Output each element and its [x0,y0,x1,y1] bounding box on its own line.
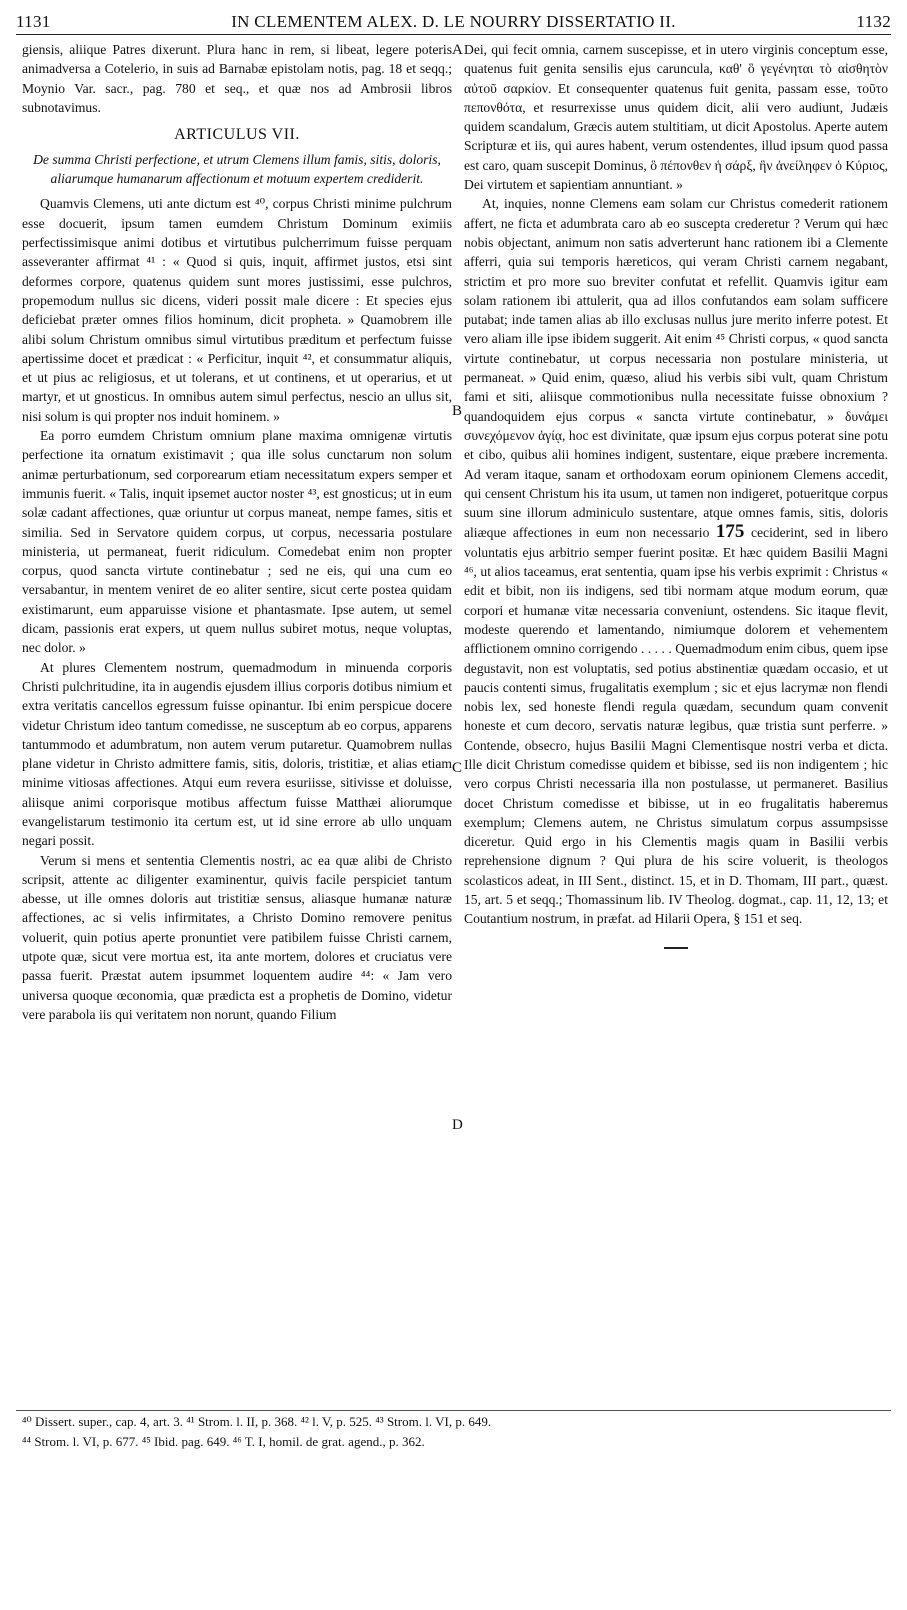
section-marker-d: D [452,1117,463,1133]
right-column [464,40,888,949]
paragraph: Dei, qui fecit omnia, carnem suscepisse, et in utero virginis conceptum esse, quatenus fuit genita sensilis ejus caruncula, καθ' ὃ γεγένηται τὸ αἰσθητὸν αὐτοῦ σαρκίον. Et consequenter quatenus fuit genita, passam esse, τοῦτο πεπονθότα, et resurrexisse unus quidem dicit, alii vero audiunt, Judæis quidem scandalum, Græcis autem stultitiam, ut dicit Apostolus. Aperte autem Scripturæ et iis, qui aures habent, verum ostendentes, illud ipsum quod passa est caro, quam suscepit Dominus, ὃ πέπονθεν ἡ σάρξ, ἣν ἀνείληφεν ὁ Κύριος, Dei virtutem et sapientiam annuntiant. » [464,42,888,193]
section-marker-b: B [452,403,463,419]
end-rule [664,947,688,949]
paragraph: Quamvis Clemens, uti ante dictum est ⁴⁰, corpus Christi minime pulchrum esse docuerit, ipsum tamen eumdem Christum Dominum eximiis perfectissimisque animi dotibus et virtutibus pulcherrimum fuisse perquam asseveranter affirmat ⁴¹ : « Quod si quis, inquit, affirmet justos, etsi sint deformes corpore, quatenus quidem sunt mores justissimi, esse pulchros, propemodum nullus sic dicens, videri possit male dicere : Et species ejus deficiebat præter omnes filios hominum, dicit propheta. » Quamobrem ille alibi solum Christum omnibus simul virtutibus præditum et perfectum fuisse apertissime docet et prædicat : « Perficitur, inquit ⁴², et consummatur aliquis, et ut pius ac religiosus, et ut tolerans, et ut continens, et ut operarius, et ut martyr, et ut gnosticus. In omnibus autem simul perfectus, nescio an ullus sit, nisi solum is qui propter nos induit hominem. » [22,196,452,424]
footnote-rule [16,1410,891,1411]
header-rule [16,34,891,35]
section-marker-a: A [452,42,463,58]
article-summary: De summa Christi perfectione, et utrum Clemens illum famis, sitis, doloris, aliarumque humanarum affectionum et motuum expertem crediderit. [33,152,441,187]
footnote-line: ⁴⁴ Strom. l. VI, p. 677. ⁴⁵ Ibid. pag. 649. ⁴⁶ T. I, homil. de grat. agend., p. 362. [22,1434,425,1449]
paragraph [464,194,888,928]
paragraph: At plures Clementem nostrum, quemadmodum in minuenda corporis Christi pulchritudine, ita in augendis ejusdem illius corporis dotibus nimium et extra veritatis cancellos egressum fuisse opinantur. Ibi enim perspicue docere videtur Christum ideo tantum comedisse, ne susceptum ab eo corpus, apparens tantummodo et adumbratum, non autem verum putaretur. Quamobrem nullas plane videtur in Christo admittere famis, sitis, doloris, tristitiæ, et alias etiam minime vitiosas affectiones. Atqui eum revera esuriisse, sitivisse et doluisse, aliisque animi corporisque motibus affectum fuisse Matthæi aliorumque evangelistarum testimonio ita certum est, ut id sine errore ab ullo unquam negari possit. [22,659,452,849]
paragraph-part: At, inquies, nonne Clemens eam solam cur Christus comederit rationem affert, ne ficta et adumbrata caro ab eo suscepta crederetur ? Verum qui hæc nobis objectant, animum non satis adverterunt hanc rationem ibi a Clemente afferri, quia sui temporis hæreticos, qui veram Christi carnem negabant, strictim et pro more suo breviter confutat et refellit. Quamvis igitur eam solam rationem ibi attulerit, qua ad illos confutandos eam solam sufficere putabat; inde tamen alias ab illo exclusas nullus jure merito inferre potest. Et vero aliam ille ipse ibidem suggerit. Ait enim ⁴⁵ Christi corpus, « quod sancta virtute continebatur, ut corpus necessaria non postulare ministeria, ut permaneat. » Quid enim, quæso, aliud his verbis sibi vult, quam Christum fami et siti, aliisque commotionibus nulla necessitate fuisse obnoxium ? quandoquidem ejus corpus « sancta virtute continebatur, » δυνάμει συνεχόμενον ἁγίᾳ, hoc est divinitate, quæ ipsum ejus corpus poterat sine potu et cibo, quibus alii homines indigent, sustentare, eique præbere incrementa. Ad veram itaque, sanam et orthodoxam eorum opinionem Clemens accedit, qui censent Christum his ita usum, ut tamen non indigeret, potueritque corpus suum sine illorum adminiculo sustentare, atque omnes famis, sitis, doloris aliæque affectiones in eum non necessario [464,196,888,541]
paragraph-part: ceciderint, sed in libero voluntatis ejus arbitrio semper fuerint positæ. Et hæc quidem Basilii Magni ⁴⁶, ut alios taceamus, erat sententia, quam ipse his verbis exprimit : Christus « edit et bibit, non iis indigens, sed tibi normam atque modum eorum, quæ corpori et humanæ vitæ necessaria conveniunt, ostendens. Sic itaque flevit, modeste querendo et lamentando, nimiumque dolorem et vehementem afflictionem omnino corrigendo . . . . . Quemadmodum enim cibus, quem ipse degustavit, non est voluptatis, sed potius abstinentiæ quædam occasio, et ut paucis contenti simus, frugalitatis exemplum ; sic et ejus lacrymæ non flendi nobis lex, sed honeste flendi regula quædam, secundum quam convenit honeste et cum decoro, servatis naturæ legibus, quæ tristia sunt perferre. » Contende, obsecro, hujus Basilii Magni Clementisque nostri verba et dicta. Ille dicit Christum comedisse quidem et bibisse, sed iis non indigentem ; hic vero corpus Christi necessaria illa non postulasse, ut permaneret. Basilius docet Christum comedisse et bibisse, ut in eo frugalitatis haberemus exemplum; Clemens autem, ne Christus simulatum corpus assumpsisse diceretur. Quid ergo in his Clementis magis quam in Basilii verbis reprehensione dignum ? Qui plura de his scire voluerit, is theologos scolasticos adeat, in III Sent., distinct. 15, et in D. Thomam, III part., quæst. 15, art. 5 et seqq.; Thomassinum lib. IV Theolog. dogmat., cap. 11, 12, 13; et Coutantium nostrum, in præfat. ad Hilarii Opera, § 151 et seq. [464,525,888,927]
article-heading: ARTICULUS VII. [174,126,300,144]
right-column-number: 1132 [856,12,891,31]
inline-page-number: 175 [715,521,745,543]
running-title: IN CLEMENTEM ALEX. D. LE NOURRY DISSERTATIO II. [231,12,676,31]
paragraph: Verum si mens et sententia Clementis nostri, ac ea quæ alibi de Christo scripsit, attente ac diligenter examinentur, quivis facile perspiciet tantum abesse, ut ille omnes doloris aut tristitiæ sensus, aliasque humanæ naturæ affectiones, ac si velis infirmitates, a Christo Domino removere penitus voluerit, quin potius aperte pronuntiet vere patibilem fuisse Christi carnem, utpote quæ, sicut vere mortua est, ita ante mortem, dolores et cruciatus vere passa fuerit. Præstat autem ipsummet loquentem audire ⁴⁴: « Jam vero universa quoque œconomia, quæ prædicta est a prophetis de Domino, videtur vere parabola iis qui veritatem non norunt, quando Filium [22,852,452,1022]
section-marker-c: C [452,760,463,776]
paragraph: Ea porro eumdem Christum omnium plane maxima omnigenæ virtutis perfectione ita ornatum existimavit ; qua ille solus cunctarum non solum animæ perturbationum, sed corporearum etiam necessitatum expers semper et immunis fuerit. « Talis, inquit ipsemet auctor noster ⁴³, est gnosticus; ut in eum solæ cadant affectiones, quæ oriuntur ut corpus maneat, nempe fames, sitis et similia. Sed in Servatore quidem corpus, ut corpus, necessaria postulare ministeria, ut permaneat, fuerit ridiculum. Comedebat enim non propter corpus, quod sancta virtute continebatur ; sed ne eis, qui una cum eo versabantur, in mentem veniret de eo aliter sentire, sicut certe postea quidam existimarunt, eum apparuisse visione et phantasmate. Ipse autem, ut semel dicam, passionis erat expers, ut quem nullus subiret motus, neque voluptas, nec dolor. » [22,428,452,656]
left-column-number: 1131 [16,12,51,31]
left-column [22,40,452,1024]
footnote-line: ⁴⁰ Dissert. super., cap. 4, art. 3. ⁴¹ Strom. l. II, p. 368. ⁴² l. V, p. 525. ⁴³ Strom. l. VI, p. 649. [22,1414,492,1429]
paragraph: giensis, aliique Patres dixerunt. Plura hanc in rem, si libeat, legere poteris animadversa a Cotelerio, in suis ad Barnabæ epistolam notis, pag. 18 et seqq.; Moynio Var. sacr., pag. 780 et seq., et quæ nos ad Ambrosii libros subnotavimus. [22,42,452,115]
